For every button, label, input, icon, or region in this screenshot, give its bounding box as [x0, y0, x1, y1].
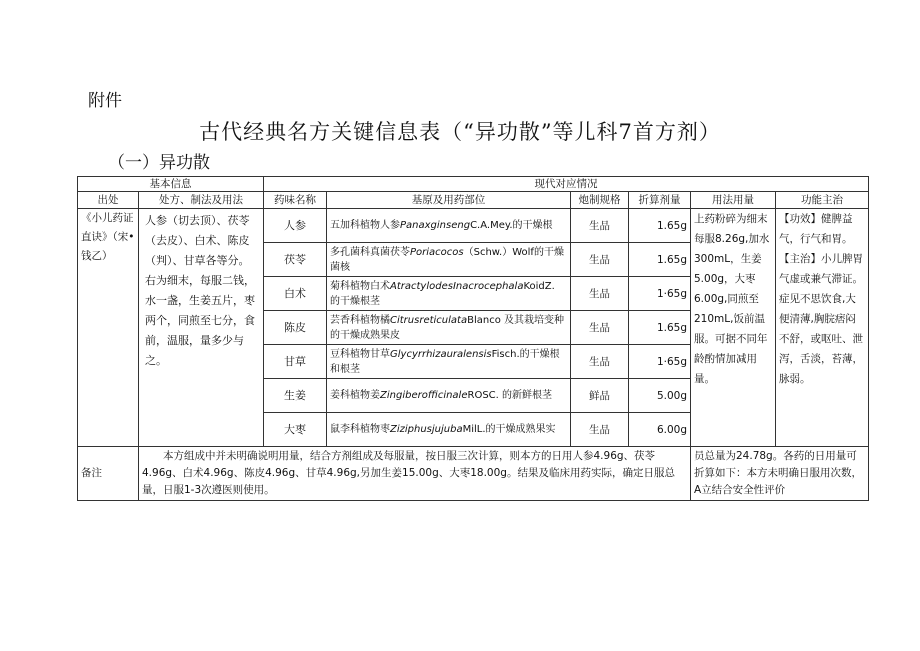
- col-header-usage: 用法用量: [691, 192, 776, 209]
- attachment-label: 附件: [88, 91, 122, 111]
- herb-spec: 生品: [571, 209, 629, 243]
- note-row: [78, 447, 869, 501]
- note-text: 本方组成中并未明确说明用量，结合方剂组成及每服量，按日服三次计算，则本方的日用人参4.96g、茯苓4.96g、白术4.96g、陈皮4.96g、甘草4.96g,另加生姜15.00g、大枣18.00g。结果及临床用药实际，确定日服总量，日服1-3次遵医则使用。: [139, 447, 691, 501]
- herb-name: 陈皮: [264, 311, 327, 345]
- herb-dose: 1.65g: [629, 209, 691, 243]
- col-header-spec: 炮制规格: [571, 192, 629, 209]
- herb-name: 生姜: [264, 379, 327, 413]
- herb-spec: 生品: [571, 345, 629, 379]
- herb-base: 菊科植物白术AtractylodesInacrocephalaKoidZ. 的干燥根茎: [327, 277, 571, 311]
- herb-base: 姜科植物姜ZingiberofficinaleROSC. 的新鲜根茎: [327, 379, 571, 413]
- herb-name: 甘草: [264, 345, 327, 379]
- header-basic-info: 基本信息: [78, 177, 264, 192]
- herb-dose: 6.00g: [629, 413, 691, 447]
- header-modern-info: 现代对应情况: [264, 177, 869, 192]
- col-header-base: 基原及用药部位: [327, 192, 571, 209]
- recipe-cell: 人参（切去顶）、茯苓（去皮）、白术、陈皮（判）、甘草各等分。右为细末，每服二钱，水一盏，生姜五片，枣两个，同煎至七分，食前，温服，量多少与之。: [139, 209, 264, 447]
- herb-dose: 1·65g: [629, 345, 691, 379]
- herb-base: 豆科植物甘草GlycyrrhizauralensisFisch.的干燥根和根茎: [327, 345, 571, 379]
- herb-spec: 生品: [571, 243, 629, 277]
- usage-cell: 上药粉碎为细末每服8.26g,加水300mL，生姜5.00g，大枣6.00g,同煎至210mL,饭前温服。可据不同年龄酌情加减用量。: [691, 209, 776, 447]
- prescription-table: [77, 176, 869, 501]
- herb-spec: 生品: [571, 413, 629, 447]
- col-header-recipe: 处方、制法及用法: [139, 192, 264, 209]
- table-row: [78, 209, 869, 243]
- herb-spec: 生品: [571, 311, 629, 345]
- source-cell: 《小儿药证直诀》（宋•钱乙）: [78, 209, 139, 447]
- herb-dose: 5.00g: [629, 379, 691, 413]
- page-title: 古代经典名方关键信息表（“异功散”等儿科7首方剂）: [199, 120, 721, 144]
- herb-spec: 生品: [571, 277, 629, 311]
- herb-base: 芸香科植物橘CitrusreticulataBlanco 及其栽培变种的干燥成熟果皮: [327, 311, 571, 345]
- herb-dose: 1·65g: [629, 277, 691, 311]
- herb-dose: 1.65g: [629, 311, 691, 345]
- herb-spec: 鲜品: [571, 379, 629, 413]
- col-header-dose: 折算剂量: [629, 192, 691, 209]
- section-title: （一）异功散: [108, 153, 210, 173]
- col-header-source: 出处: [78, 192, 139, 209]
- herb-base: 五加科植物人参PanaxginsengC.A.Mey.的干燥根: [327, 209, 571, 243]
- function-cell: 【功效】健脾益气，行气和胃。【主治】小儿脾胃气虚或兼气滞证。症见不思饮食,大便清薄,胸脘痞闷不舒，或呕吐、泄泻，舌淡，苔薄，脉弱。: [776, 209, 869, 447]
- herb-dose: 1.65g: [629, 243, 691, 277]
- herb-base: 鼠李科植物枣ZiziphusjujubaMilL.的干燥成熟果实: [327, 413, 571, 447]
- col-header-function: 功能主治: [776, 192, 869, 209]
- col-header-herb: 药味名称: [264, 192, 327, 209]
- herb-base: 多孔菌科真菌茯苓Poriacocos（Schw.）Wolf的干燥菌核: [327, 243, 571, 277]
- herb-name: 人参: [264, 209, 327, 243]
- note-label: 备注: [78, 447, 139, 501]
- herb-name: 大枣: [264, 413, 327, 447]
- herb-name: 白术: [264, 277, 327, 311]
- herb-name: 茯苓: [264, 243, 327, 277]
- note-text-continued: 员总量为24.78g。各药的日用量可折算如下：本方未明确日服用次数，A立结合安全性评价: [691, 447, 869, 501]
